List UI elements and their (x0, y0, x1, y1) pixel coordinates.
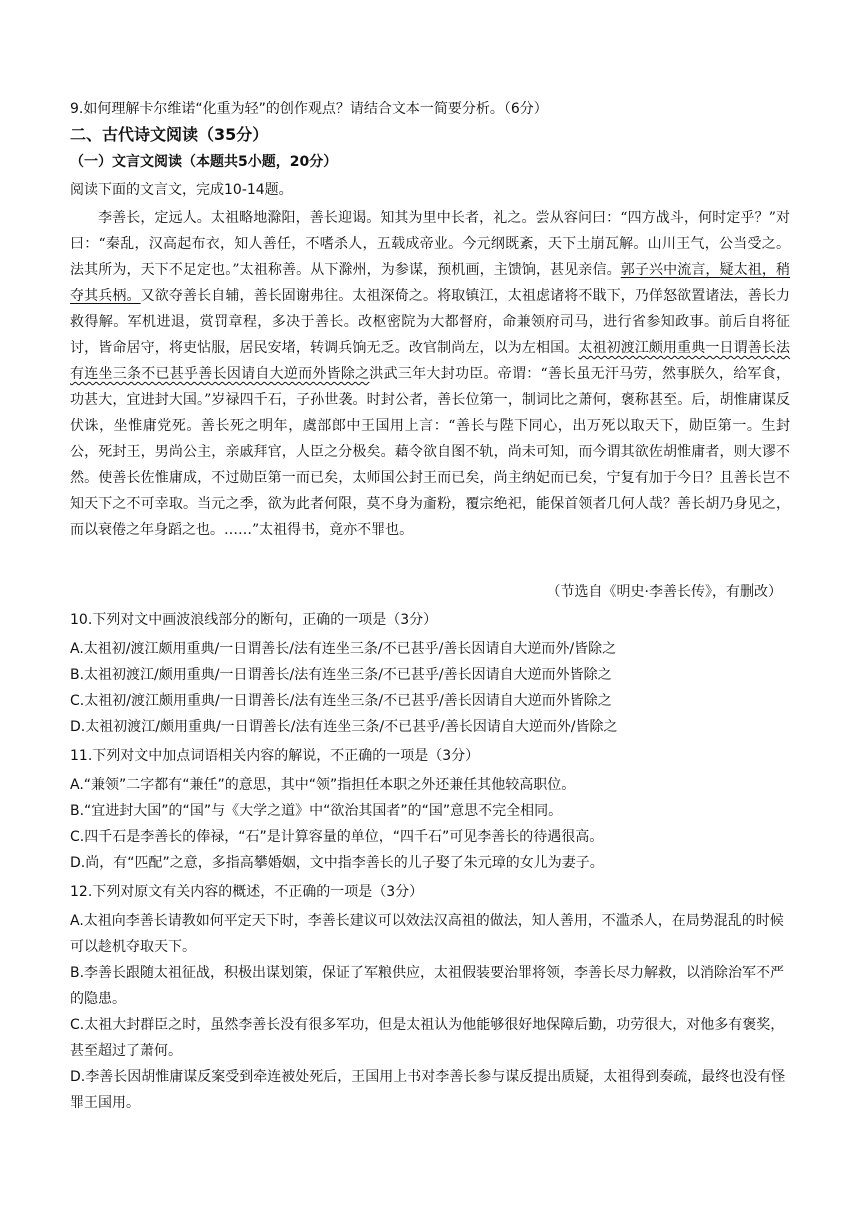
underlined-sentence: 郭子兴中流言，疑太祖，稍夺其兵柄。 (70, 262, 791, 304)
subsection-heading: （一）文言文阅读（本题共5小题，20分） (70, 154, 338, 170)
classical-passage (70, 205, 790, 543)
question-10-option-b[interactable]: B.太祖初渡江/颇用重典/一日谓善长/法有连坐三条/不已甚乎/善长因请自大逆而外皆除之 (70, 667, 612, 683)
question-12 (70, 882, 790, 1116)
passage-text-2: 又欲夺善长自辅，善长固谢弗往。太祖深倚之。将取镇江，太祖虑诸将不戢下，乃佯怒欲置诸法，善长力救得解。军机进退，赏罚章程，多决于善长。改枢密院为大都督府，命兼领府司马，进行省参知政事。前后自将征讨，皆命居守，将吏怗服，居民安堵，转调兵饷无乏。改官制尚左，以为左相国。 (70, 288, 791, 356)
question-11-option-c[interactable]: C.四千石是李善长的俸禄，“石”是计算容量的单位，“四千石”可见李善长的待遇很高。 (70, 829, 604, 845)
question-11-option-b[interactable]: B.“宜进封大国”的“国”与《大学之道》中“欲治其国者”的“国”意思不完全相同。 (70, 803, 563, 819)
section-heading: 二、古代诗文阅读（35分） (70, 125, 269, 144)
question-10 (70, 610, 790, 740)
question-10-option-c[interactable]: C.太祖初/渡江颇用重典/一日谓善长/法有连坐三条/不已甚乎/善长因请自大逆而外皆除之 (70, 693, 612, 709)
question-12-option-a[interactable]: A.太祖向李善长请教如何平定天下时，李善长建议可以效法汉高祖的做法，知人善用，不滥杀人，在局势混乱的时候可以趁机夺取天下。 (70, 913, 784, 955)
passage-source: （节选自《明史·李善长传》，有删改） (546, 584, 782, 600)
question-10-option-d[interactable]: D.太祖初渡江/颇用重典/一日谓善长/法有连坐三条/不已甚乎/善长因请自大逆而外/皆除之 (70, 719, 618, 735)
question-10-stem: 10.下列对文中画波浪线部分的断句，正确的一项是（3分） (70, 612, 438, 628)
question-12-option-d[interactable]: D.李善长因胡惟庸谋反案受到牵连被处死后，王国用上书对李善长参与谋反提出质疑，太祖得到奏疏，最终也没有怪罪王国用。 (70, 1069, 786, 1111)
question-11-option-d[interactable]: D.尚，有“匹配”之意，多指高攀婚姻，文中指李善长的儿子娶了朱元璋的女儿为妻子。 (70, 855, 604, 871)
question-9: 9.如何理解卡尔维诺“化重为轻”的创作观点？请结合文本一简要分析。（6分） (70, 101, 548, 117)
question-11-option-a[interactable]: A.“兼领”二字都有“兼任”的意思，其中“领”指担任本职之外还兼任其他较高职位。 (70, 777, 576, 793)
question-10-option-a[interactable]: A.太祖初/渡江颇用重典/一日谓善长/法有连坐三条/不已甚乎/善长因请自大逆而外/皆除之 (70, 641, 617, 657)
passage-text-3: 洪武三年大封功臣。帝谓：“善长虽无汗马劳，然事朕久，给军食，功甚大，宜进封大国。”岁禄四千石，子孙世袭。时封公者，善长位第一，制词比之萧何，褒称甚至。后，胡惟庸谋反伏诛，坐惟庸党死。善长死之明年，虞部郎中王国用上言：“善长与陛下同心，出万死以取天下，勋臣第一。生封公，死封王，男尚公主，亲戚拜官，人臣之分极矣。藉令欲自图不轨，尚未可知，而今谓其欲佐胡惟庸者，则大谬不然。使善长佐惟庸成，不过勋臣第一而已矣，太师国公封王而已矣，尚主纳妃而已矣，宁复有加于今日？且善长岂不知天下之不可幸取。当元之季，欲为此者何限，莫不身为齑粉，覆宗绝祀，能保首领者几何人哉？善长胡乃身见之，而以衰倦之年身蹈之也。……”太祖得书，竟亦不罪也。 (70, 366, 791, 538)
question-12-option-b[interactable]: B.李善长跟随太祖征战，积极出谋划策，保证了军粮供应，太祖假装要治罪将领，李善长尽力解救，以消除治军不严的隐患。 (70, 965, 785, 1007)
question-11 (70, 746, 790, 876)
passage-text-1: 李善长，定远人。太祖略地滁阳，善长迎谒。知其为里中长者，礼之。尝从容问曰：“四方战斗，何时定乎？”对曰：“秦乱，汉高起布衣，知人善任，不嗜杀人，五载成帝业。今元纲既紊，天下土崩瓦解。山川王气，公当受之。法其所为，天下不足定也。”太祖称善。从下滁州，为参谋，预机画，主馈饷，甚见亲信。 (70, 210, 790, 278)
question-12-option-c[interactable]: C.太祖大封群臣之时，虽然李善长没有很多军功，但是太祖认为他能够很好地保障后勤，功劳很大，对他多有褒奖，甚至超过了萧何。 (70, 1017, 785, 1059)
question-12-stem: 12.下列对原文有关内容的概述，不正确的一项是（3分） (70, 884, 424, 900)
wavy-underlined-passage: 太祖初渡江颇用重典一日谓善长法有连坐三条不已甚乎善长因请自大逆而外皆除之 (70, 340, 791, 382)
reading-instruction: 阅读下面的文言文，完成10-14题。 (70, 182, 293, 198)
question-11-stem: 11.下列对文中加点词语相关内容的解说，不正确的一项是（3分） (70, 748, 480, 764)
